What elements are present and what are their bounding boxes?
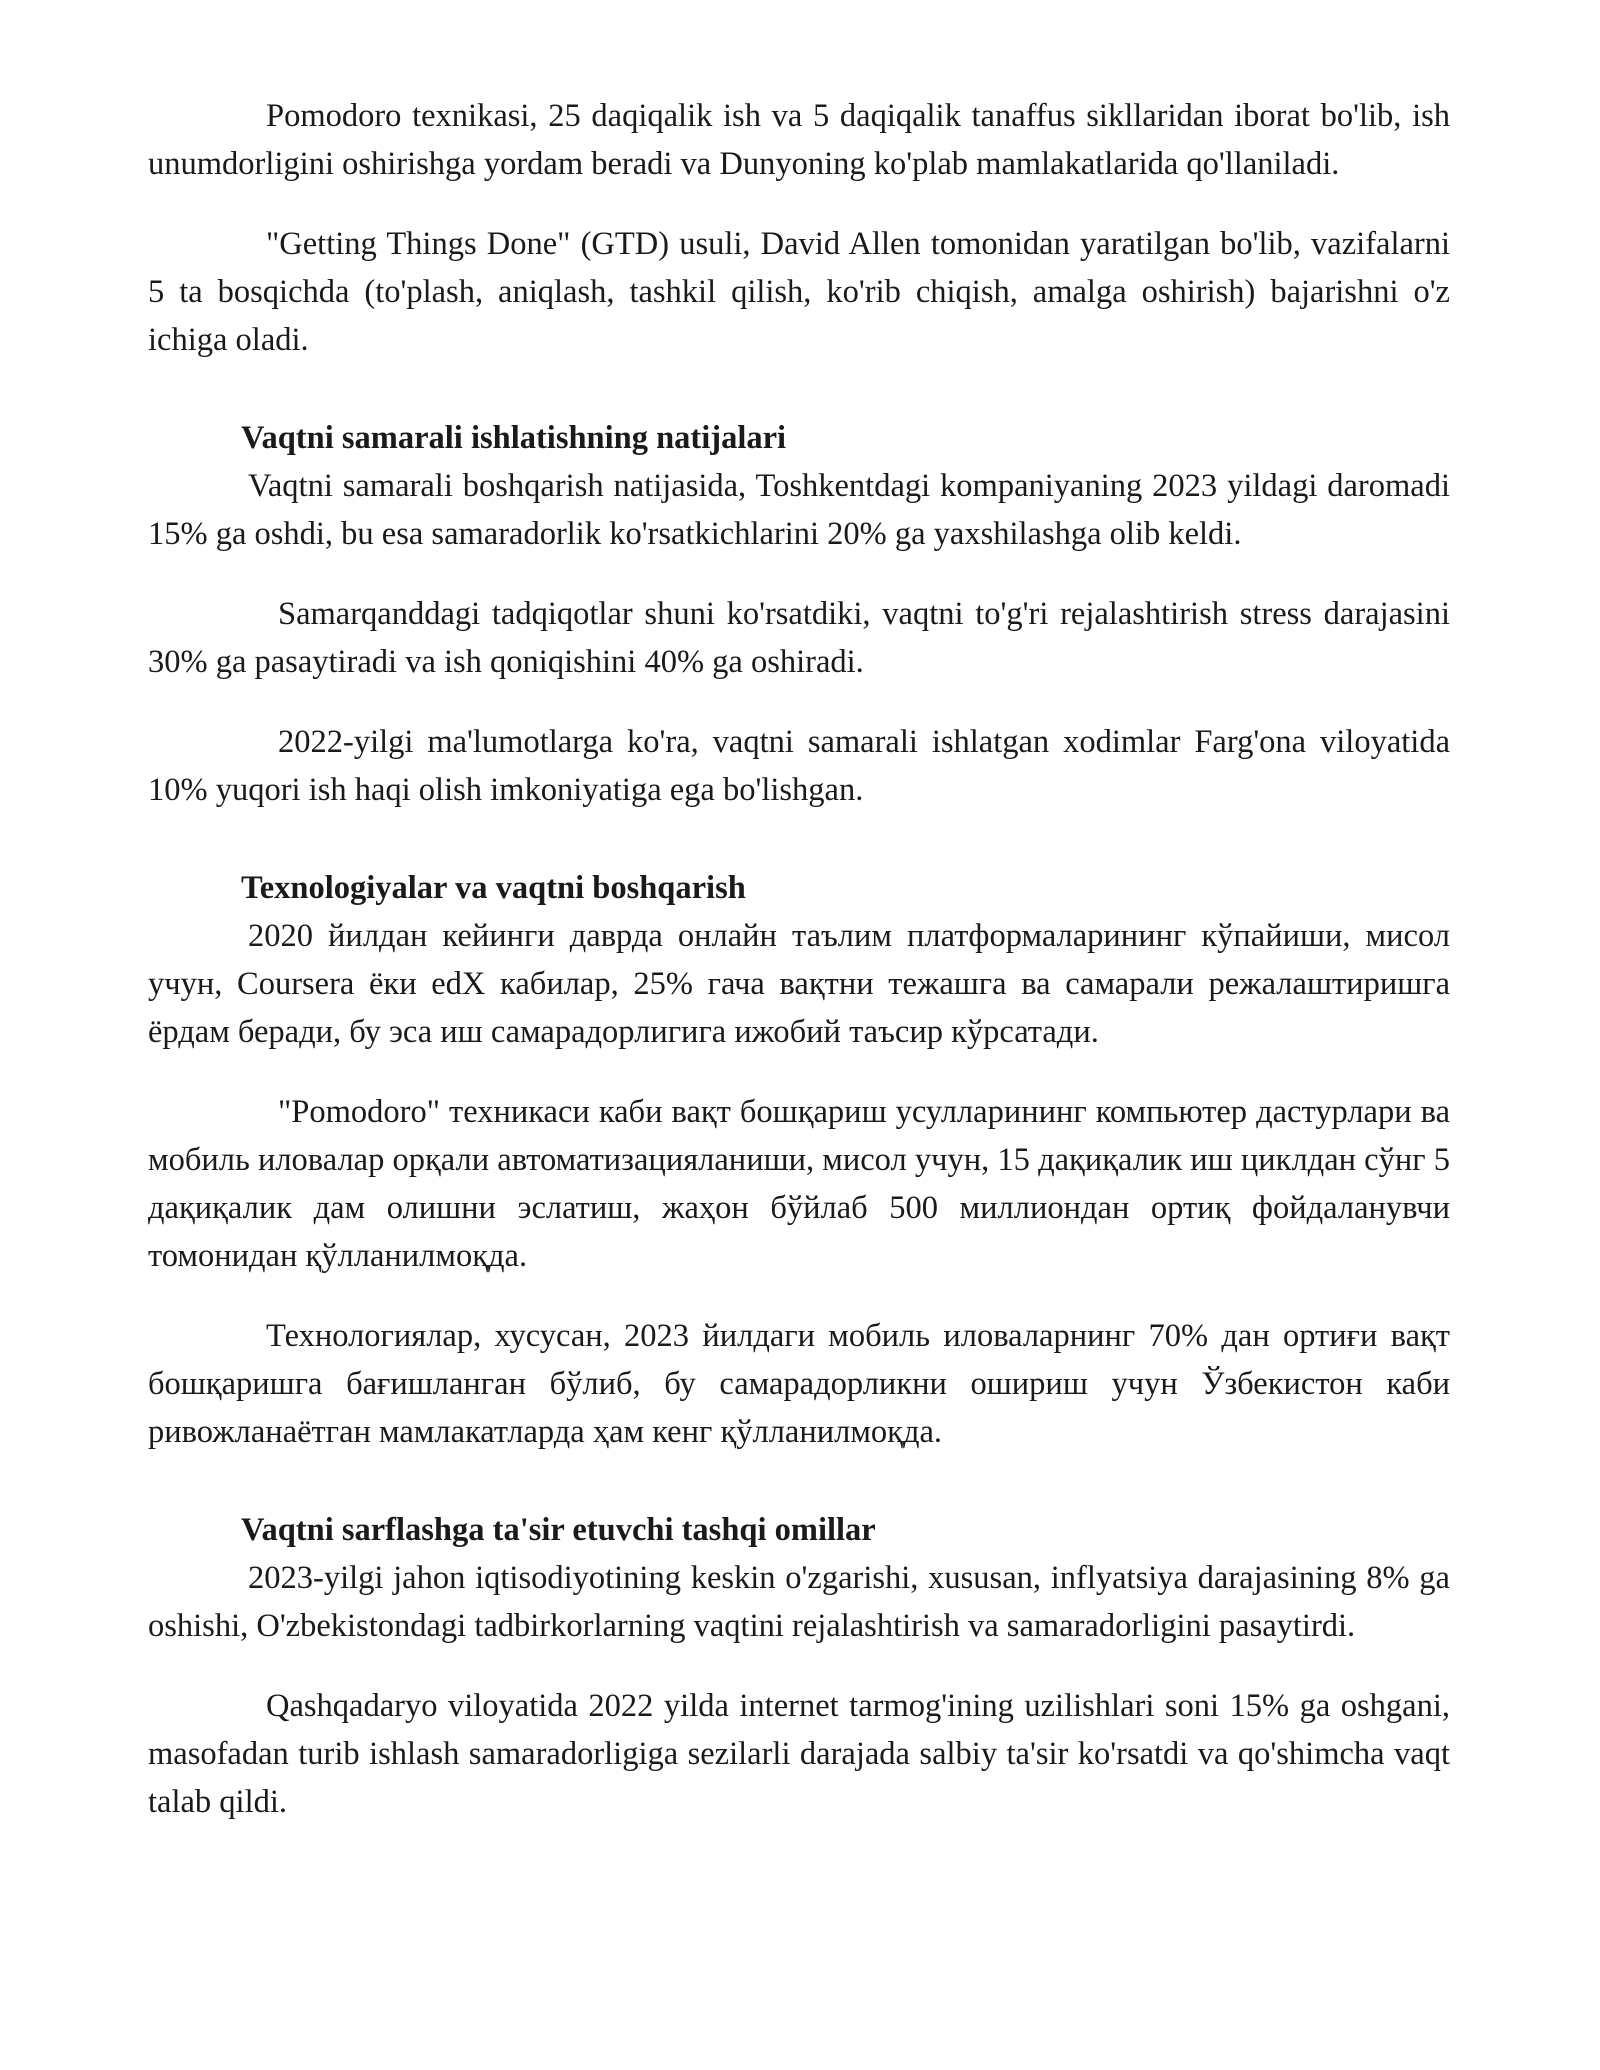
section-heading-results: Vaqtni samarali ishlatishning natijalari bbox=[241, 420, 787, 456]
paragraph-internet-outages: Qashqadaryo viloyatida 2022 yilda internet tarmog'ining uzilishlari soni 15% ga oshgani, masofadan turib ishlash samaradorligiga sezilarli darajada salbiy ta'sir ko'rsatdi va qo'shimcha vaqt talab qildi. bbox=[148, 1688, 1450, 1820]
paragraph-samarkand-study: Samarqanddagi tadqiqotlar shuni ko'rsatdiki, vaqtni to'g'ri rejalashtirish stress darajasini 30% ga pasaytiradi va ish qoniqishini 40% ga oshiradi. bbox=[148, 596, 1450, 680]
paragraph-mobile-apps: Технологиялар, хусусан, 2023 йилдаги мобиль иловаларнинг 70% дан ортиғи вақт бошқаришга бағишланган бўлиб, бу самарадорликни ошириш учун Ўзбекистон каби ривожланаётган мамлакатларда ҳам кенг қўлланилмоқда. bbox=[148, 1318, 1450, 1450]
paragraph-inflation: 2023-yilgi jahon iqtisodiyotining keskin o'zgarishi, xususan, inflyatsiya darajasining 8% ga oshishi, O'zbekistondagi tadbirkorlarning vaqtini rejalashtirish va samaradorligini pasaytirdi. bbox=[148, 1560, 1450, 1644]
paragraph-tashkent-results: Vaqtni samarali boshqarish natijasida, Toshkentdagi kompaniyaning 2023 yildagi daromadi 15% ga oshdi, bu esa samaradorlik ko'rsatkichlarini 20% ga yaxshilashga olib keldi. bbox=[148, 468, 1450, 552]
section-heading-external-factors: Vaqtni sarflashga ta'sir etuvchi tashqi omillar bbox=[241, 1512, 876, 1548]
paragraph-online-platforms: 2020 йилдан кейинги даврда онлайн таълим платформаларининг кўпайиши, мисол учун, Coursera ёки edX кабилар, 25% гача вақтни тежашга ва самарали режалаштиришга ёрдам беради, бу эса иш самарадорлигига ижобий таъсир кўрсатади. bbox=[148, 918, 1450, 1050]
paragraph-fergana-data: 2022-yilgi ma'lumotlarga ko'ra, vaqtni samarali ishlatgan xodimlar Farg'ona viloyatida 10% yuqori ish haqi olish imkoniyatiga ega bo'lishgan. bbox=[148, 724, 1450, 808]
paragraph-pomodoro-apps: "Pomodoro" техникаси каби вақт бошқариш усулларининг компьютер дастурлари ва мобиль иловалар орқали автоматизацияланиши, мисол учун, 15 дақиқалик иш циклдан сўнг 5 дақиқалик дам олишни эслатиш, жаҳон бўйлаб 500 миллиондан ортиқ фойдаланувчи томонидан қўлланилмоқда. bbox=[148, 1094, 1450, 1274]
paragraph-gtd: "Getting Things Done" (GTD) usuli, David Allen tomonidan yaratilgan bo'lib, vazifalarni 5 ta bosqichda (to'plash, aniqlash, tashkil qilish, ko'rib chiqish, amalga oshirish) bajarishni o'z ichiga oladi. bbox=[148, 226, 1450, 358]
paragraph-pomodoro: Pomodoro texnikasi, 25 daqiqalik ish va 5 daqiqalik tanaffus sikllaridan iborat bo'lib, ish unumdorligini oshirishga yordam beradi va Dunyoning ko'plab mamlakatlarida qo'llaniladi. bbox=[148, 98, 1450, 182]
section-heading-technologies: Texnologiyalar va vaqtni boshqarish bbox=[241, 870, 746, 906]
